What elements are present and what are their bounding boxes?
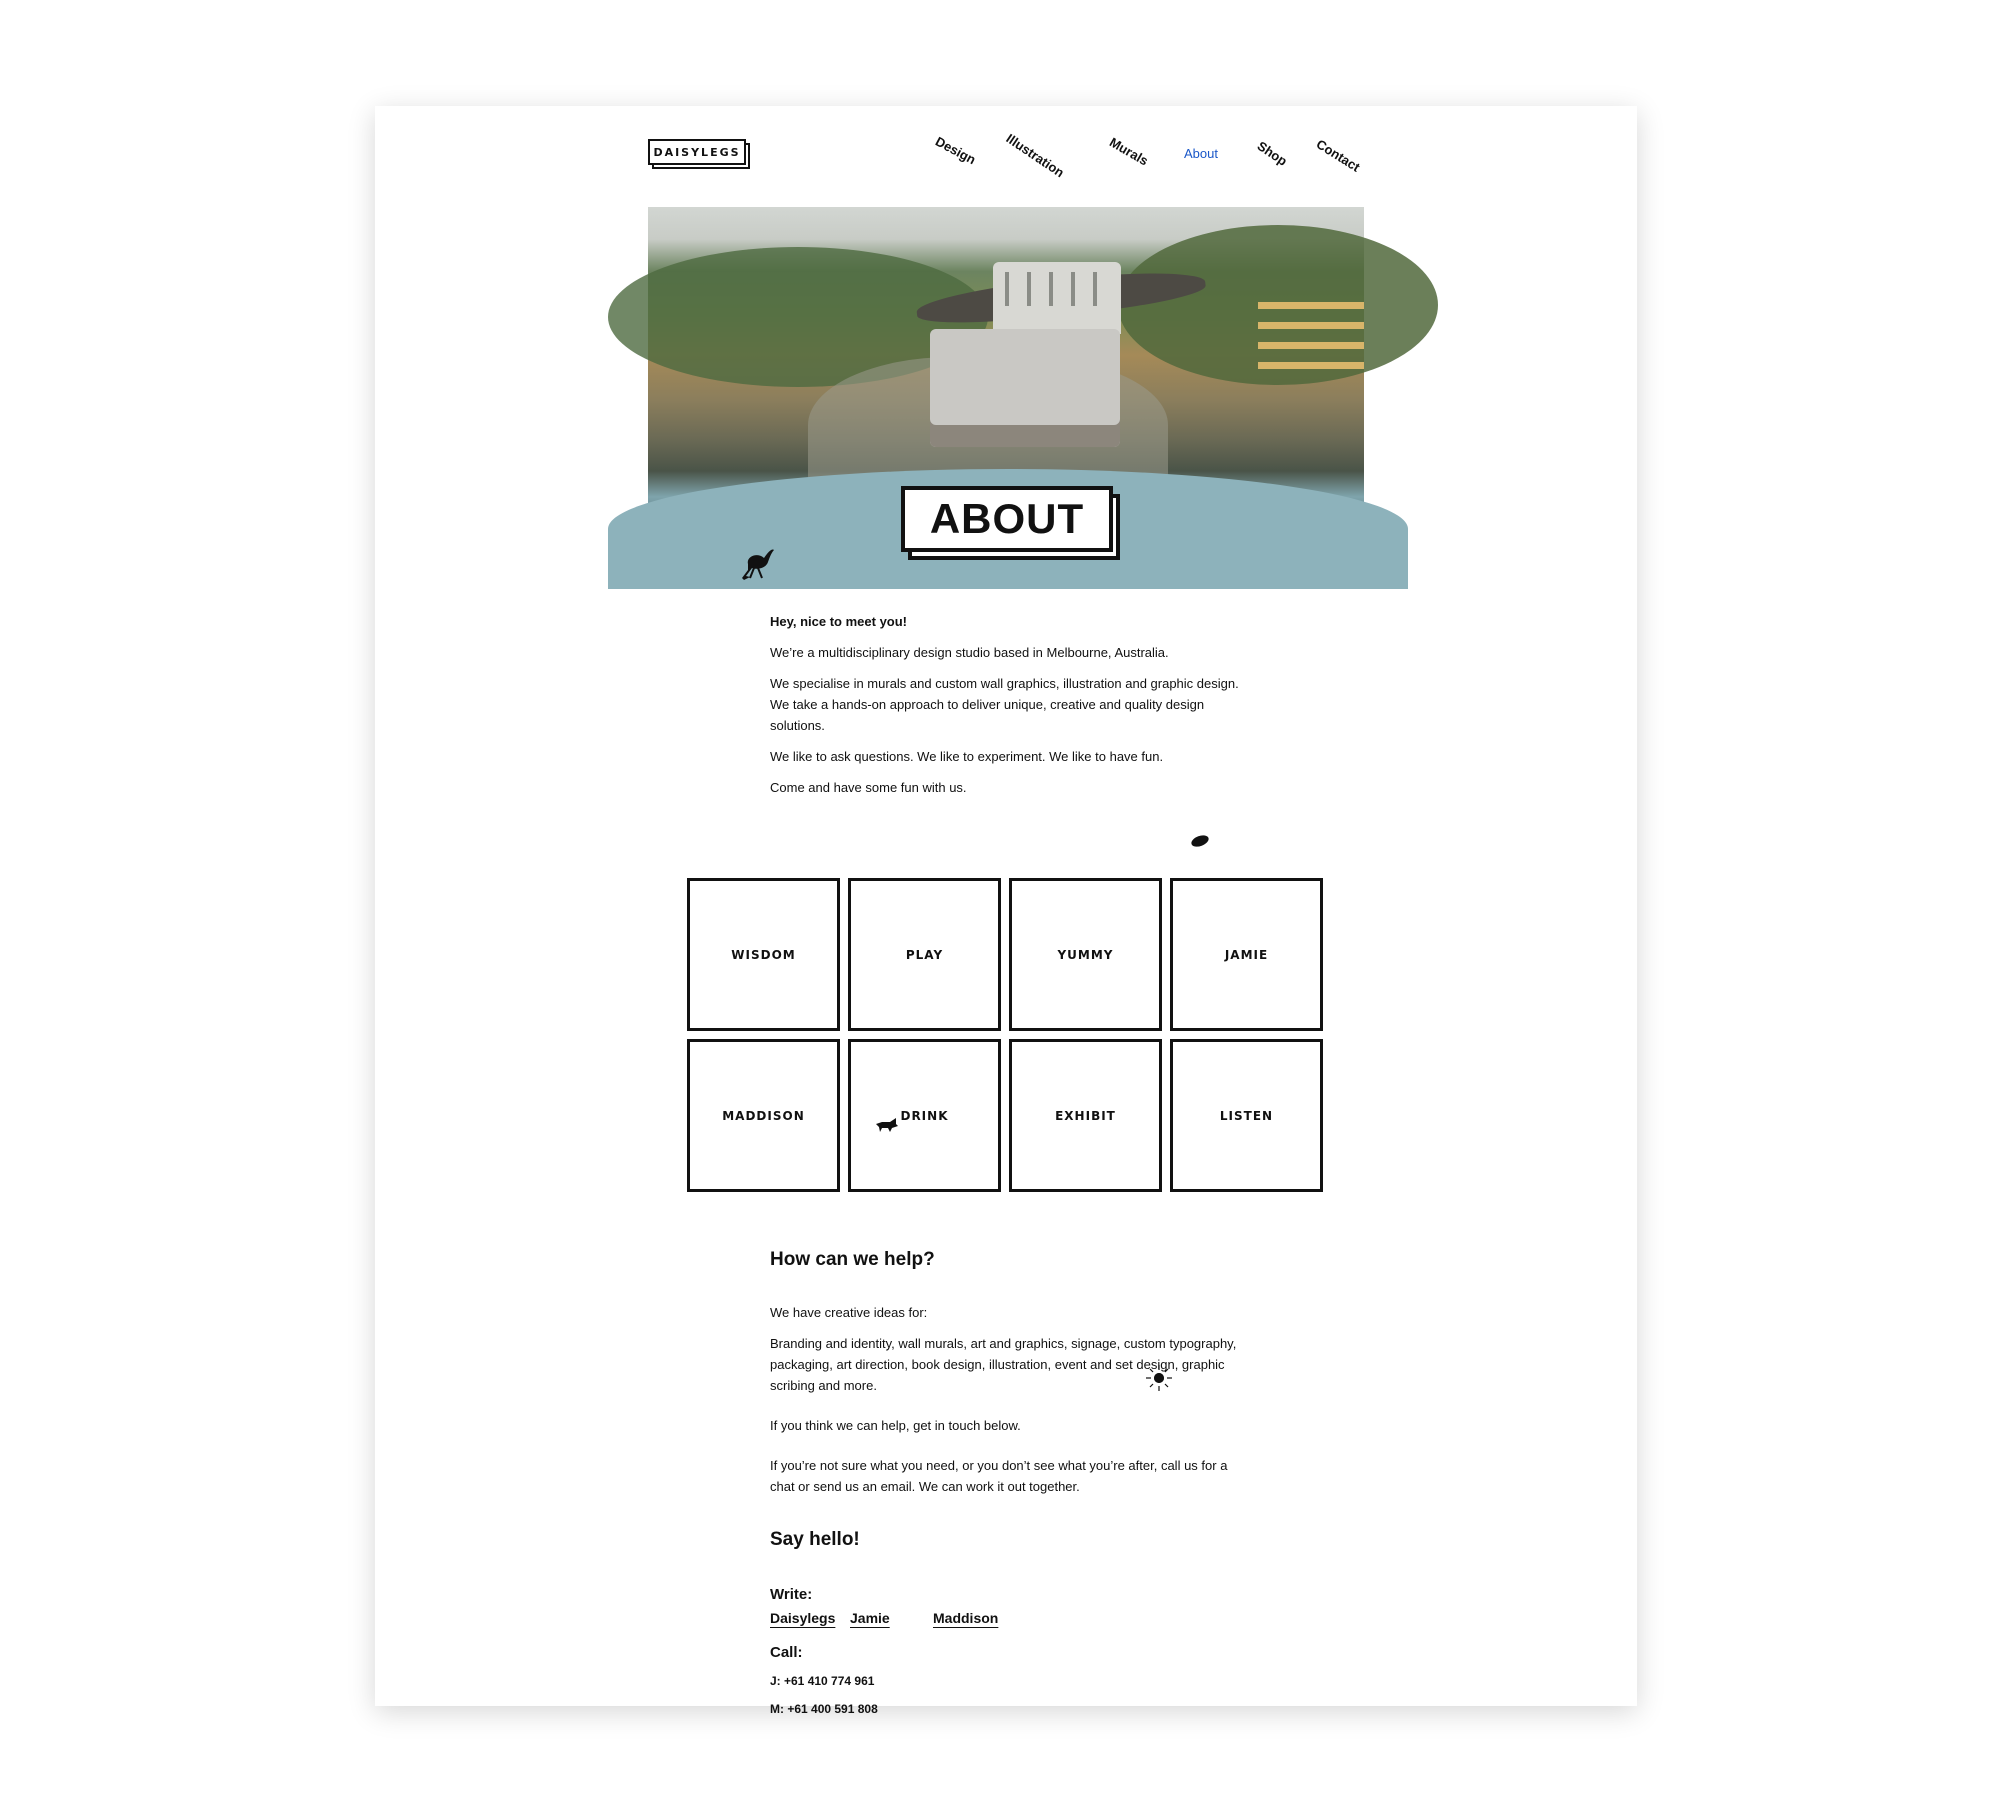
email-link-jamie[interactable]: Jamie: [850, 1610, 890, 1626]
sun-icon: [1144, 1363, 1174, 1393]
emu-icon: [736, 544, 778, 582]
about-title-box: [901, 486, 1113, 552]
nav-illustration[interactable]: Illustration: [1003, 130, 1067, 181]
help-section: [770, 1302, 1250, 1497]
fox-icon: [874, 1116, 900, 1132]
intro-section: [770, 611, 1250, 798]
tile-wisdom[interactable]: WISDOM: [687, 878, 840, 1031]
tile-drink[interactable]: DRINK: [848, 1039, 1001, 1192]
page-content: [648, 106, 1364, 1716]
email-link-daisylegs[interactable]: Daisylegs: [770, 1610, 836, 1626]
help-unsure: If you’re not sure what you need, or you don’t see what you’re after, call us for a chat or send us an email. We can work it out together.: [770, 1458, 1228, 1494]
intro-paragraph: We’re a multidisciplinary design studio based in Melbourne, Australia.: [770, 645, 1169, 660]
nav-contact[interactable]: Contact: [1313, 136, 1363, 175]
contact-heading: Say hello!: [770, 1529, 860, 1550]
help-heading: How can we help?: [770, 1249, 935, 1270]
help-lead: We have creative ideas for:: [770, 1305, 928, 1320]
logo-text: DAISYLEGS: [648, 139, 746, 165]
page-title: ABOUT: [901, 486, 1113, 552]
phone-maddison[interactable]: M: +61 400 591 808: [770, 1702, 878, 1716]
tile-yummy[interactable]: YUMMY: [1009, 878, 1162, 1031]
nav-shop[interactable]: Shop: [1254, 138, 1290, 169]
nav-about[interactable]: About: [1184, 146, 1218, 161]
tile-jamie[interactable]: JAMIE: [1170, 878, 1323, 1031]
nav-design[interactable]: Design: [933, 133, 979, 168]
hero-farm-gate: [1258, 302, 1364, 372]
tile-listen[interactable]: LISTEN: [1170, 1039, 1323, 1192]
tile-play[interactable]: PLAY: [848, 878, 1001, 1031]
intro-paragraph: We specialise in murals and custom wall graphics, illustration and graphic design. We take a hands-on approach to deliver unique, creative and quality design solutions.: [770, 676, 1239, 733]
tile-maddison[interactable]: MADDISON: [687, 1039, 840, 1192]
nav-murals[interactable]: Murals: [1107, 134, 1151, 169]
bean-icon: [1190, 834, 1210, 848]
hero-ute-tray: [930, 329, 1120, 447]
email-link-maddison[interactable]: Maddison: [933, 1610, 999, 1626]
tile-exhibit[interactable]: EXHIBIT: [1009, 1039, 1162, 1192]
help-services: Branding and identity, wall murals, art and graphics, signage, custom typography, packaging, art direction, book design, illustration, event and set design, graphic scribing and more.: [770, 1336, 1237, 1393]
phone-jamie[interactable]: J: +61 410 774 961: [770, 1674, 875, 1688]
write-label: Write:: [770, 1586, 813, 1603]
hero-ute-cab: [993, 262, 1121, 334]
hero-photo: [648, 207, 1364, 529]
page-card: [375, 106, 1637, 1716]
intro-paragraph: Come and have some fun with us.: [770, 780, 967, 795]
daisylegs-logo[interactable]: [648, 139, 748, 167]
help-touch: If you think we can help, get in touch below.: [770, 1418, 1021, 1433]
intro-greeting: Hey, nice to meet you!: [770, 614, 908, 629]
call-label: Call:: [770, 1644, 803, 1661]
intro-paragraph: We like to ask questions. We like to experiment. We like to have fun.: [770, 749, 1164, 764]
